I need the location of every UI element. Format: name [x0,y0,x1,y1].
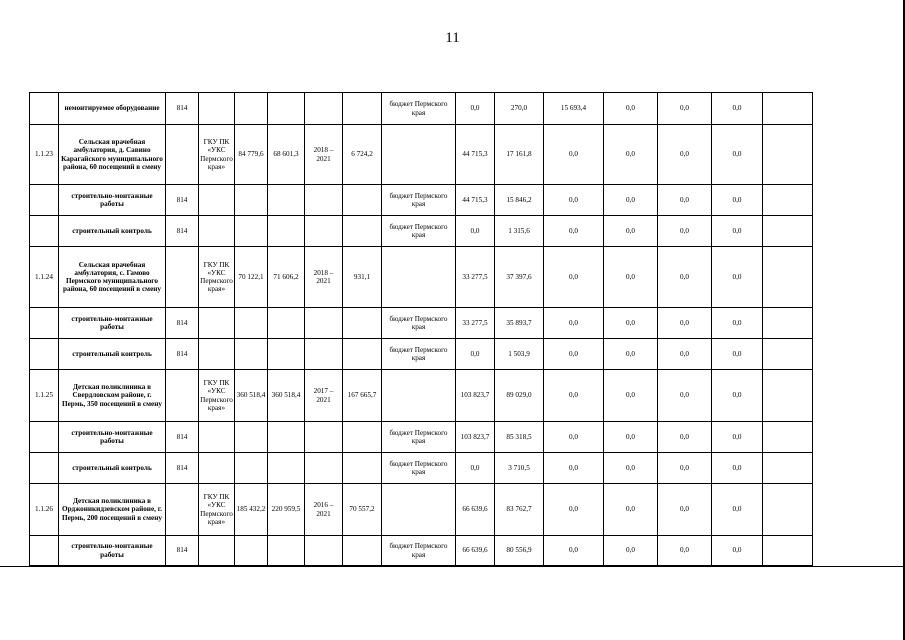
row-contract-cost [268,339,305,370]
row-reserve: 931,1 [343,247,382,308]
row-value-3: 0,0 [544,370,604,422]
table-row [30,453,882,484]
row-name: строительно-монтажные работы [59,185,166,216]
row-value-7 [763,216,813,247]
row-value-4: 0,0 [604,370,658,422]
row-code [30,185,59,216]
row-code: 1.1.25 [30,370,59,422]
row-estimated-cost [235,308,268,339]
row-value-3: 0,0 [544,247,604,308]
row-name: Сельская врачебная амбулатория, с. Гамово Пермского муниципального района, 60 посещений в смену [59,247,166,308]
row-customer [199,308,235,339]
row-grbs: 814 [166,308,199,339]
row-grbs: 814 [166,422,199,453]
row-value-4: 0,0 [604,536,658,566]
row-value-4: 0,0 [604,185,658,216]
table-row [30,125,882,185]
row-estimated-cost [235,216,268,247]
row-value-4: 0,0 [604,339,658,370]
row-value-2: 80 556,9 [495,536,544,566]
row-grbs [166,484,199,536]
row-name: строительный контроль [59,216,166,247]
row-value-3: 0,0 [544,216,604,247]
row-grbs: 814 [166,216,199,247]
row-period [305,185,343,216]
scan-bottom-edge [0,566,905,567]
row-value-2: 1 503,9 [495,339,544,370]
row-value-2: 1 315,6 [495,216,544,247]
row-name: строительно-монтажные работы [59,536,166,566]
row-value-4: 0,0 [604,125,658,185]
row-period [305,536,343,566]
row-value-2: 17 161,8 [495,125,544,185]
table-row [30,216,882,247]
row-value-2: 35 893,7 [495,308,544,339]
row-name: Детская поликлиника в Орджоникидзевском районе, г. Пермь, 200 посещений в смену [59,484,166,536]
row-contract-cost: 71 606,2 [268,247,305,308]
row-value-3: 0,0 [544,339,604,370]
row-reserve: 6 724,2 [343,125,382,185]
row-period [305,339,343,370]
row-value-1: 0,0 [456,339,495,370]
row-funding-source: бюджет Пермского края [382,536,456,566]
row-value-6: 0,0 [712,216,763,247]
row-value-7 [763,370,813,422]
row-name: Сельская врачебная амбулатория, д. Савино Карагайского муниципального района, 60 посещений в смену [59,125,166,185]
row-customer: ГКУ ПК «УКС Пермского края» [199,247,235,308]
row-value-5: 0,0 [658,536,712,566]
row-reserve [343,93,382,125]
row-value-3: 0,0 [544,453,604,484]
row-name: строительно-монтажные работы [59,308,166,339]
row-code [30,93,59,125]
row-reserve: 167 665,7 [343,370,382,422]
row-period: 2018 – 2021 [305,125,343,185]
row-period [305,216,343,247]
row-value-2: 83 762,7 [495,484,544,536]
row-grbs [166,125,199,185]
row-customer [199,339,235,370]
budget-table [29,92,882,566]
row-estimated-cost [235,339,268,370]
row-funding-source [382,484,456,536]
row-value-1: 33 277,5 [456,247,495,308]
row-reserve [343,308,382,339]
row-code [30,308,59,339]
row-contract-cost [268,536,305,566]
row-funding-source: бюджет Пермского края [382,453,456,484]
row-name: строительный контроль [59,453,166,484]
page-number: 11 [445,30,460,46]
row-reserve [343,536,382,566]
row-funding-source: бюджет Пермского края [382,308,456,339]
row-value-6: 0,0 [712,93,763,125]
row-code [30,536,59,566]
row-value-5: 0,0 [658,125,712,185]
row-contract-cost [268,185,305,216]
row-name: Детская поликлиника в Свердловском районе, г. Пермь, 350 посещений в смену [59,370,166,422]
table-row [30,185,882,216]
row-funding-source: бюджет Пермского края [382,339,456,370]
row-grbs [166,247,199,308]
row-customer [199,536,235,566]
table-row [30,339,882,370]
row-value-6: 0,0 [712,247,763,308]
row-funding-source [382,370,456,422]
row-period: 2018 – 2021 [305,247,343,308]
row-value-2: 3 710,5 [495,453,544,484]
row-contract-cost: 360 518,4 [268,370,305,422]
row-value-5: 0,0 [658,484,712,536]
row-value-5: 0,0 [658,247,712,308]
row-contract-cost [268,93,305,125]
row-period [305,93,343,125]
table-row [30,93,882,125]
row-value-6: 0,0 [712,453,763,484]
row-customer: ГКУ ПК «УКС Пермского края» [199,484,235,536]
row-code: 1.1.23 [30,125,59,185]
row-grbs: 814 [166,536,199,566]
row-grbs [166,370,199,422]
row-value-7 [763,536,813,566]
row-customer [199,422,235,453]
row-value-7 [763,247,813,308]
row-value-5: 0,0 [658,185,712,216]
row-grbs: 814 [166,185,199,216]
row-contract-cost [268,308,305,339]
row-period: 2016 – 2021 [305,484,343,536]
row-value-5: 0,0 [658,453,712,484]
row-value-3: 0,0 [544,308,604,339]
row-customer [199,185,235,216]
row-value-7 [763,453,813,484]
row-value-3: 0,0 [544,125,604,185]
table-row [30,422,882,453]
row-funding-source: бюджет Пермского края [382,216,456,247]
row-grbs: 814 [166,93,199,125]
row-value-6: 0,0 [712,536,763,566]
row-estimated-cost: 185 432,2 [235,484,268,536]
row-value-1: 44 715,3 [456,125,495,185]
row-value-5: 0,0 [658,93,712,125]
row-value-4: 0,0 [604,308,658,339]
row-code: 1.1.26 [30,484,59,536]
row-value-6: 0,0 [712,484,763,536]
row-value-2: 15 846,2 [495,185,544,216]
row-value-3: 15 693,4 [544,93,604,125]
row-reserve [343,453,382,484]
row-estimated-cost [235,185,268,216]
row-period [305,453,343,484]
row-contract-cost [268,453,305,484]
row-estimated-cost [235,453,268,484]
row-value-5: 0,0 [658,370,712,422]
row-customer: ГКУ ПК «УКС Пермского края» [199,125,235,185]
row-estimated-cost: 84 779,6 [235,125,268,185]
row-value-6: 0,0 [712,308,763,339]
row-funding-source: бюджет Пермского края [382,93,456,125]
table-row [30,484,882,536]
row-value-6: 0,0 [712,422,763,453]
row-value-5: 0,0 [658,216,712,247]
row-code [30,453,59,484]
row-value-5: 0,0 [658,339,712,370]
row-value-7 [763,422,813,453]
row-value-2: 37 397,6 [495,247,544,308]
row-value-1: 0,0 [456,216,495,247]
table-row [30,308,882,339]
row-name: немонтируемое оборудование [59,93,166,125]
row-value-3: 0,0 [544,484,604,536]
row-value-3: 0,0 [544,185,604,216]
row-value-7 [763,125,813,185]
row-name: строительно-монтажные работы [59,422,166,453]
row-value-4: 0,0 [604,453,658,484]
row-value-2: 89 029,0 [495,370,544,422]
row-estimated-cost [235,422,268,453]
row-reserve [343,185,382,216]
row-code [30,422,59,453]
row-contract-cost [268,216,305,247]
row-value-2: 85 318,5 [495,422,544,453]
row-value-1: 0,0 [456,453,495,484]
row-value-7 [763,185,813,216]
row-customer [199,216,235,247]
row-code: 1.1.24 [30,247,59,308]
table-row [30,536,882,566]
table-row [30,247,882,308]
row-customer: ГКУ ПК «УКС Пермского края» [199,370,235,422]
row-customer [199,93,235,125]
row-funding-source: бюджет Пермского края [382,422,456,453]
row-customer [199,453,235,484]
row-value-4: 0,0 [604,247,658,308]
row-estimated-cost [235,536,268,566]
row-value-2: 270,0 [495,93,544,125]
row-period [305,308,343,339]
row-value-1: 103 823,7 [456,422,495,453]
row-value-4: 0,0 [604,216,658,247]
row-funding-source [382,125,456,185]
row-estimated-cost [235,93,268,125]
row-reserve [343,216,382,247]
row-estimated-cost: 70 122,1 [235,247,268,308]
row-estimated-cost: 360 518,4 [235,370,268,422]
row-value-1: 103 823,7 [456,370,495,422]
row-contract-cost [268,422,305,453]
row-reserve [343,339,382,370]
row-value-1: 44 715,3 [456,185,495,216]
row-contract-cost: 220 959,5 [268,484,305,536]
row-reserve [343,422,382,453]
row-reserve: 70 557,2 [343,484,382,536]
row-value-7 [763,93,813,125]
row-name: строительный контроль [59,339,166,370]
row-funding-source: бюджет Пермского края [382,185,456,216]
table-row [30,370,882,422]
row-value-5: 0,0 [658,422,712,453]
row-value-6: 0,0 [712,370,763,422]
row-value-6: 0,0 [712,339,763,370]
row-value-1: 66 639,6 [456,484,495,536]
row-code [30,339,59,370]
row-value-1: 66 639,6 [456,536,495,566]
row-value-7 [763,308,813,339]
row-value-7 [763,339,813,370]
row-value-7 [763,484,813,536]
row-period: 2017 – 2021 [305,370,343,422]
row-value-3: 0,0 [544,422,604,453]
row-contract-cost: 68 601,3 [268,125,305,185]
row-code [30,216,59,247]
row-value-4: 0,0 [604,93,658,125]
row-period [305,422,343,453]
row-value-4: 0,0 [604,422,658,453]
row-grbs: 814 [166,339,199,370]
row-value-1: 0,0 [456,93,495,125]
row-grbs: 814 [166,453,199,484]
row-value-3: 0,0 [544,536,604,566]
row-value-6: 0,0 [712,125,763,185]
row-value-4: 0,0 [604,484,658,536]
row-funding-source [382,247,456,308]
row-value-1: 33 277,5 [456,308,495,339]
row-value-6: 0,0 [712,185,763,216]
row-value-5: 0,0 [658,308,712,339]
